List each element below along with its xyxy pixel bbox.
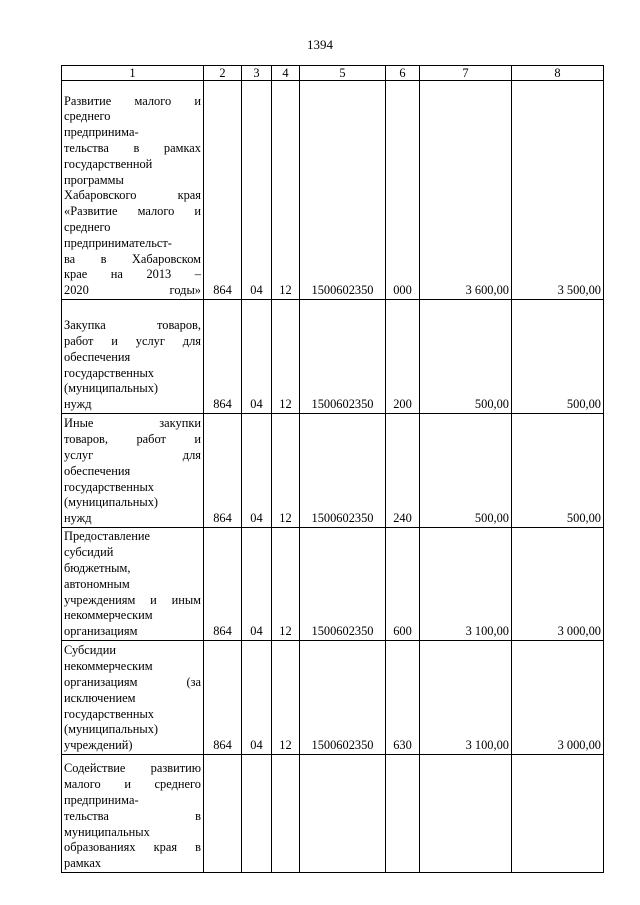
row-name-cell (62, 528, 204, 641)
cell-col-2: 864 (204, 528, 242, 641)
cell-col-8: 500,00 (512, 414, 604, 528)
cell-col-5: 1500602350 (300, 528, 386, 641)
cell-col-7 (420, 755, 512, 873)
cell-col-7: 500,00 (420, 300, 512, 414)
table-row (62, 528, 604, 641)
column-header: 8 (512, 66, 604, 81)
budget-table (61, 65, 604, 873)
table-row (62, 641, 604, 755)
cell-col-4: 12 (272, 300, 300, 414)
cell-col-3: 04 (242, 641, 272, 755)
column-header: 2 (204, 66, 242, 81)
cell-col-4: 12 (272, 81, 300, 300)
cell-col-4 (272, 755, 300, 873)
cell-col-7: 3 600,00 (420, 81, 512, 300)
row-name-text: Предоставление субсидий бюджетным, автономным учреждениям и иным некоммерческим организациям (64, 529, 201, 639)
table-header-row (62, 66, 604, 81)
row-name-text: Содействие развитию малого и среднего предпринима- тельства в муниципальных образованиях края в рамках (64, 761, 201, 871)
cell-col-8: 3 000,00 (512, 528, 604, 641)
cell-col-7: 3 100,00 (420, 641, 512, 755)
column-header: 7 (420, 66, 512, 81)
cell-col-3: 04 (242, 414, 272, 528)
cell-col-8: 500,00 (512, 300, 604, 414)
cell-col-5: 1500602350 (300, 81, 386, 300)
cell-col-2: 864 (204, 414, 242, 528)
row-name-cell (62, 755, 204, 873)
column-header: 3 (242, 66, 272, 81)
cell-col-4: 12 (272, 414, 300, 528)
table-row (62, 300, 604, 414)
cell-col-3: 04 (242, 300, 272, 414)
cell-col-6: 200 (386, 300, 420, 414)
column-header: 5 (300, 66, 386, 81)
row-name-text: Развитие малого и среднего предпринима- тельства в рамках государственной программы Хабаровского края «Развитие малого и среднего предпринимательст- ва в Хабаровском крае на 2013 – 2020 годы» (64, 93, 201, 298)
cell-col-5: 1500602350 (300, 300, 386, 414)
row-name-cell (62, 641, 204, 755)
cell-col-5 (300, 755, 386, 873)
cell-col-8: 3 000,00 (512, 641, 604, 755)
column-header: 4 (272, 66, 300, 81)
table-row (62, 414, 604, 528)
cell-col-7: 3 100,00 (420, 528, 512, 641)
cell-col-8: 3 500,00 (512, 81, 604, 300)
row-name-cell (62, 300, 204, 414)
column-header: 1 (62, 66, 204, 81)
cell-col-7: 500,00 (420, 414, 512, 528)
cell-col-2: 864 (204, 300, 242, 414)
cell-col-6: 000 (386, 81, 420, 300)
row-name-text: Субсидии некоммерческим организациям (за исключением государственных (муниципальных) учреждений) (64, 643, 201, 753)
cell-col-5: 1500602350 (300, 641, 386, 755)
row-name-text: Иные закупки товаров, работ и услуг для обеспечения государственных (муниципальных) нужд (64, 416, 201, 526)
cell-col-6: 630 (386, 641, 420, 755)
page-number: 1394 (307, 37, 333, 52)
row-name-text: Закупка товаров, работ и услуг для обеспечения государственных (муниципальных) нужд (64, 318, 201, 412)
cell-col-6: 240 (386, 414, 420, 528)
cell-col-6: 600 (386, 528, 420, 641)
row-name-cell (62, 414, 204, 528)
column-header: 6 (386, 66, 420, 81)
cell-col-4: 12 (272, 641, 300, 755)
cell-col-8 (512, 755, 604, 873)
table-row (62, 755, 604, 873)
cell-col-3: 04 (242, 81, 272, 300)
cell-col-3: 04 (242, 528, 272, 641)
cell-col-6 (386, 755, 420, 873)
cell-col-2: 864 (204, 81, 242, 300)
cell-col-2: 864 (204, 641, 242, 755)
row-name-cell (62, 81, 204, 300)
table-row (62, 81, 604, 300)
cell-col-3 (242, 755, 272, 873)
cell-col-5: 1500602350 (300, 414, 386, 528)
cell-col-4: 12 (272, 528, 300, 641)
cell-col-2 (204, 755, 242, 873)
